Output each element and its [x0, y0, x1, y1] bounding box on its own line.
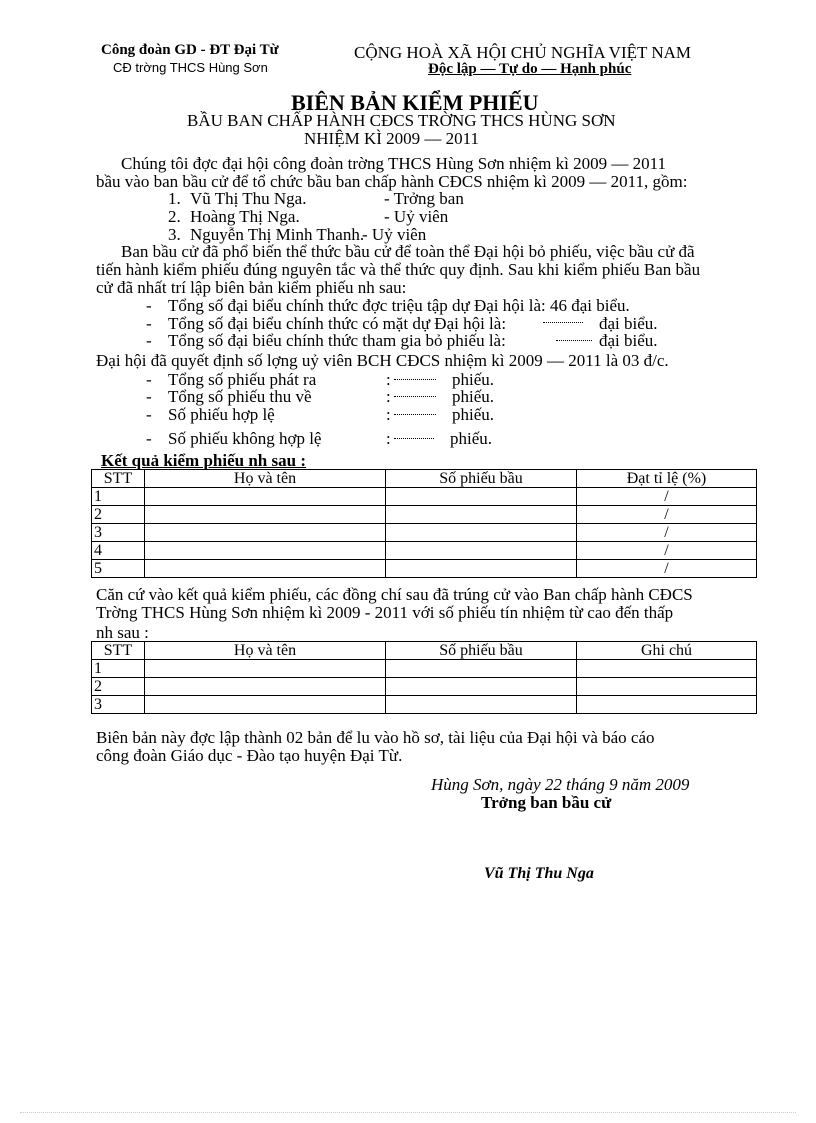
name-cell [145, 678, 386, 696]
member-num: 2. [168, 207, 181, 226]
name-cell [145, 542, 386, 560]
table-header: Họ và tên [145, 470, 386, 488]
votes-cell [386, 678, 577, 696]
name-cell [145, 506, 386, 524]
pct-cell: / [577, 506, 757, 524]
stt-cell: 1 [92, 660, 145, 678]
delegate-unit: đại biểu. [599, 331, 658, 350]
ballot-unit: phiếu. [450, 429, 493, 448]
intro-line: bầu vào ban bầu cử để tổ chức bầu ban chấp hành CĐCS nhiệm kì 2009 — 2011, gồm: [96, 172, 688, 191]
votes-cell [386, 696, 577, 714]
table-row [92, 696, 757, 714]
name-cell [145, 696, 386, 714]
stt-cell: 2 [92, 678, 145, 696]
document-term: NHIỆM KÌ 2009 — 2011 [304, 129, 480, 148]
table-header: Số phiếu bầu [386, 642, 577, 660]
pct-cell: / [577, 524, 757, 542]
member-name: Nguyễn Thị Minh Thanh. [190, 225, 365, 244]
stt-cell: 4 [92, 542, 145, 560]
votes-cell [386, 560, 577, 578]
table-row [92, 488, 757, 506]
member-num: 3. [168, 225, 181, 244]
body-line: tiến hành kiểm phiếu đúng nguyên tắc và thể thức quy định. Sau khi kiểm phiếu Ban bầu [96, 260, 701, 279]
fill-blank [394, 396, 436, 397]
stt-cell: 3 [92, 524, 145, 542]
stt-cell: 1 [92, 488, 145, 506]
colon: : [386, 387, 391, 406]
nation-title: CỘNG HOÀ XÃ HỘI CHỦ NGHĨA VIỆT NAM [354, 43, 692, 62]
table-row [92, 560, 757, 578]
delegate-item: Tổng số đại biểu chính thức tham gia bỏ phiếu là: [168, 331, 506, 350]
table-row [92, 660, 757, 678]
ballot-unit: phiếu. [452, 370, 495, 389]
member-role: - Trởng ban [384, 189, 464, 208]
member-num: 1. [168, 189, 181, 208]
delegate-item: Tổng số đại biểu chính thức đợc triệu tập dự Đại hội là: 46 đại biểu. [168, 296, 630, 315]
votes-cell [386, 488, 577, 506]
delegate-item: Tổng số đại biểu chính thức có mặt dự Đại hội là: [168, 314, 507, 333]
closing-line: Biên bản này đợc lập thành 02 bản để lu vào hồ sơ, tài liệu của Đại hội và báo cáo [96, 728, 655, 747]
pct-cell: / [577, 542, 757, 560]
fill-blank [394, 379, 436, 380]
elected-table [91, 641, 757, 714]
member-role: - Uỷ viên [384, 207, 449, 226]
table-header: STT [92, 642, 145, 660]
ballot-label: Tổng số phiếu thu về [168, 387, 312, 406]
table-header-row [92, 470, 757, 488]
ballot-label: Tổng số phiếu phát ra [168, 370, 317, 389]
table-row [92, 524, 757, 542]
fill-blank [394, 414, 436, 415]
pct-cell: / [577, 560, 757, 578]
table-header: Đạt tỉ lệ (%) [577, 470, 757, 488]
votes-cell [386, 524, 577, 542]
table-header: Số phiếu bầu [386, 470, 577, 488]
body-line: Ban bầu cử đã phổ biến thể thức bầu cử để toàn thể Đại hội bỏ phiếu, việc bầu cử đã [121, 242, 695, 261]
ballot-label: Số phiếu không hợp lệ [168, 429, 322, 448]
stt-cell: 3 [92, 696, 145, 714]
fill-blank [543, 322, 583, 323]
elected-line: Trờng THCS Hùng Sơn nhiệm kì 2009 - 2011 với số phiếu tín nhiệm từ cao đến thấp [96, 603, 674, 622]
place-date: Hùng Sơn, ngày 22 tháng 9 năm 2009 [431, 775, 690, 794]
list-dash: - [146, 387, 152, 406]
table-row [92, 542, 757, 560]
ballot-unit: phiếu. [452, 405, 495, 424]
signer-role: Trởng ban bầu cử [481, 793, 612, 812]
note-cell [577, 678, 757, 696]
elected-line: nh sau : [96, 623, 149, 642]
ballot-unit: phiếu. [452, 387, 495, 406]
name-cell [145, 524, 386, 542]
stt-cell: 2 [92, 506, 145, 524]
closing-line: công đoàn Giáo dục - Đào tạo huyện Đại Từ. [96, 746, 403, 765]
nation-motto: Độc lập — Tự do — Hạnh phúc [428, 61, 632, 77]
delegate-unit: đại biểu. [599, 314, 658, 333]
table-row [92, 678, 757, 696]
fill-blank [556, 340, 592, 341]
name-cell [145, 660, 386, 678]
document-subtitle: BẦU BAN CHẤP HÀNH CĐCS TRỜNG THCS HÙNG SƠN [187, 111, 616, 130]
table-header: Ghi chú [577, 642, 757, 660]
note-cell [577, 696, 757, 714]
results-table [91, 469, 757, 578]
page-edge [20, 1112, 796, 1113]
colon: : [386, 370, 391, 389]
stt-cell: 5 [92, 560, 145, 578]
member-name: Vũ Thị Thu Nga. [190, 189, 307, 208]
signer-name: Vũ Thị Thu Nga [484, 865, 594, 882]
decision-line: Đại hội đã quyết định số lợng uỷ viên BCH CĐCS nhiệm kì 2009 — 2011 là 03 đ/c. [96, 351, 669, 370]
pct-cell: / [577, 488, 757, 506]
votes-cell [386, 542, 577, 560]
member-name: Hoàng Thị Nga. [190, 207, 300, 226]
elected-line: Căn cứ vào kết quả kiểm phiếu, các đồng chí sau đã trúng cử vào Ban chấp hành CĐCS [96, 585, 693, 604]
table-row [92, 506, 757, 524]
list-dash: - [146, 331, 152, 350]
member-role: - Uỷ viên [362, 225, 427, 244]
name-cell [145, 488, 386, 506]
table-header: Họ và tên [145, 642, 386, 660]
list-dash: - [146, 405, 152, 424]
list-dash: - [146, 370, 152, 389]
votes-cell [386, 660, 577, 678]
org-name: Công đoàn GD - ĐT Đại Từ [101, 42, 279, 58]
fill-blank [394, 438, 434, 439]
ballot-label: Số phiếu hợp lệ [168, 405, 275, 424]
colon: : [386, 429, 391, 448]
school-name: CĐ trờng THCS Hùng Sơn [113, 60, 268, 75]
name-cell [145, 560, 386, 578]
results-heading: Kết quả kiểm phiếu nh sau : [101, 451, 306, 470]
colon: : [386, 405, 391, 424]
list-dash: - [146, 314, 152, 333]
document-title: BIÊN BẢN KIỂM PHIẾU [291, 90, 539, 115]
body-line: cử đã nhất trí lập biên bản kiểm phiếu nh sau: [96, 278, 407, 297]
table-header-row [92, 642, 757, 660]
intro-line: Chúng tôi đợc đại hội công đoàn trờng THCS Hùng Sơn nhiệm kì 2009 — 2011 [121, 154, 666, 173]
votes-cell [386, 506, 577, 524]
table-header: STT [92, 470, 145, 488]
note-cell [577, 660, 757, 678]
list-dash: - [146, 429, 152, 448]
list-dash: - [146, 296, 152, 315]
